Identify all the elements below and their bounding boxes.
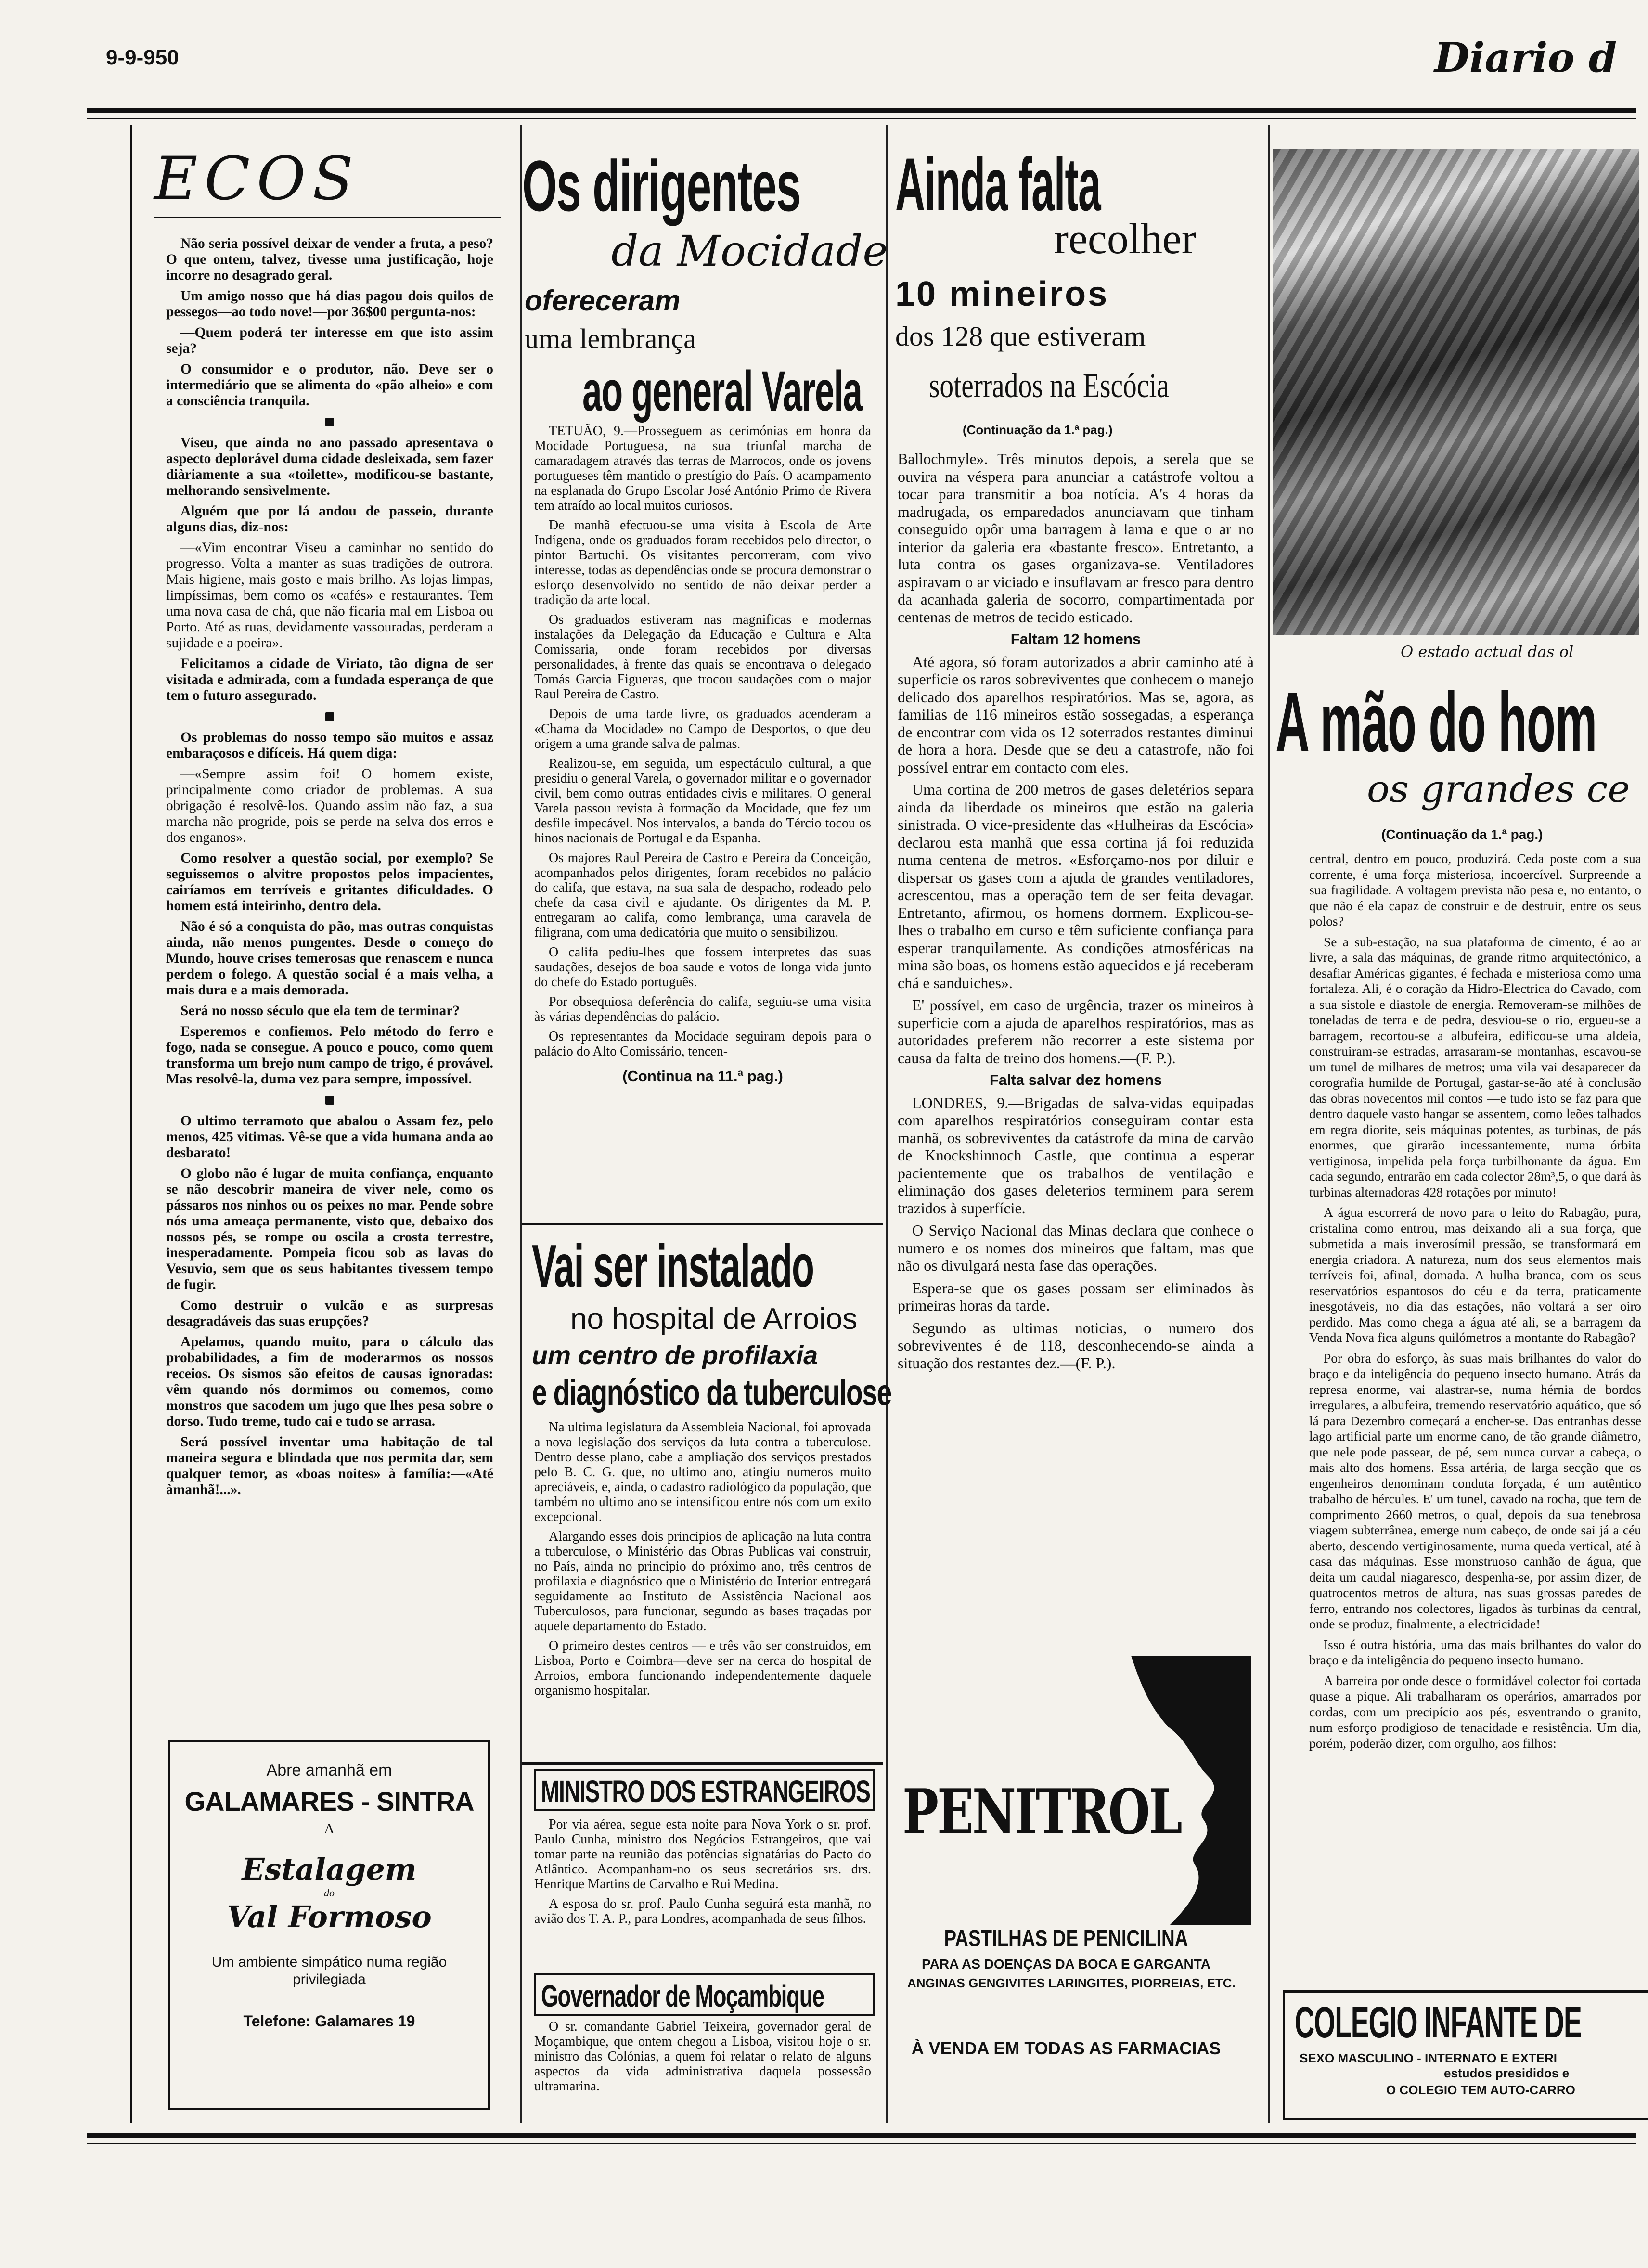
continuation-note: (Continuação da 1.ª pag.) [1381,827,1543,842]
ecos-paragraph: O ultimo terramoto que abalou o Assam fez, pelo menos, 425 vitimas. Vê-se que a vida humana anda ao desbarato! [166,1113,493,1160]
mocidade-deck: uma lembrança [525,323,696,354]
ministro-headline-box [534,1769,875,1811]
section-rule [522,1762,883,1765]
continuation-note: (Continuação da 1.ª pag.) [963,423,1113,437]
ecos-paragraph: Felicitamos a cidade de Viriato, tão digna de ser visitada e admirada, com a fundada esperança de que tem o futuro assegurado. [166,656,493,703]
ad-colegio-headline: COLEGIO INFANTE DE [1295,1998,1582,2047]
article-paragraph: O Serviço Nacional das Minas declara que conhece o numero e os nomes dos mineiros que faltam, mas que não os divulgará nesta fase das operações. [898,1222,1254,1274]
article-paragraph: Os majores Raul Pereira de Castro e Pereira da Conceição, acompanhados pelos dirigentes, foram recebidos no palácio do califa, que estava, na sua sala de despacho, rodeado pelo chefe da casa civil e ajudante. Os dirigentes da M. P. entregaram ao califa, como lembrança, uma caravela de filigrana, com uma dedicatória que muito o sensibilizou. [534,850,871,940]
ad-penitrol-brand: PENITROL [902,1776,1181,1848]
ad-colegio-line: estudos presididos e [1444,2066,1570,2080]
article-paragraph: Segundo as ultimas noticias, o numero dos sobreviventes é de 118, desconhecendo-se ainda a situação dos restantes dez.—(F. P.). [898,1319,1254,1372]
ecos-paragraph: Como destruir o vulcão e as surpresas desagradáveis das suas erupções? [166,1298,493,1329]
bottom-rule-thin [87,2143,1636,2144]
article-paragraph: Por via aérea, segue esta noite para Nova York o sr. prof. Paulo Cunha, ministro dos Negócios Estrangeiros, que vai tomar parte na reunião das potências signatárias do Pacto do Atlântico. Acompanham-no os seus secretários srs. drs. Henrique Martins de Carvalho e Rui Medina. [534,1817,871,1892]
article-paragraph: Ballochmyle». Três minutos depois, a serela que se ouvira na véspera para anunciar a catástrofe voltou a tocar para transmitir a boa notícia. A's 4 horas da madrugada, os emparedados anunciavam que tinham conseguido opôr uma barragem à lama e que o ar no interior da galeria era «bastante fresco». Entretanto, a luta contra os gases organizava-se. Ventiladores aspiravam o ar viciado e insuflavam ar fresco para dentro da acanhada galeria de socorro, compartimentada por centenas de metros de tecido esticado. [898,450,1254,626]
top-rule [87,108,1636,113]
ecos-paragraph: —Quem poderá ter interesse em que isto assim seja? [166,325,493,356]
article-paragraph: A água escorrerá de novo para o leito do Rabagão, pura, cristalina como entrou, mas deixando ali a sua força, que submetida a mais inverosímil pressão, se transformará em energia criadora. A natureza, num dos seus elementos mais terríveis foi, afinal, domada. A hulha branca, com os seus reservatórios espantosos do céu e da terra, praticamente inesgotáveis, no dia das estações, não voltará a ser oiro perdido. Mas como chega a água até ali, se a barragem da Venda Nova fica alguns quilómetros a montante do Rabagão? [1309,1205,1641,1345]
page-date: 9-9-950 [106,46,179,69]
ad-script: Val Formoso [227,1899,432,1934]
article-paragraph: Isso é outra história, uma das mais brilhantes do valor do braço e da inteligência do pequeno insecto humano. [1309,1637,1641,1667]
news-photo-texture [1273,149,1639,635]
article-paragraph: Se a sub-estação, na sua plataforma de cimento, é ao ar livre, a sala das máquinas, de grande ritmo arquitectónico, a desafiar Américas gigantes, é fechada e misteriosa como uma fortaleza. Ali, é o coração da Hidro-Electrica do Cavado, com a sua sistole e diastole de energia. Removeram-se milhões de toneladas de terra e de pedra, desviou-se o rio, ergueu-se a barragem, recortou-se a albufeira, edificou-se uma aldeia, construiram-se estradas, arrasaram-se montanhas, escavou-se um tunel de milhares de metros; uma vila vai desaparecer da corografia humilde de Portugal, gastar-se-ão até à conclusão das obras novecentos mil contos —e tudo isto se faz para que dentro daquele vasto hangar se assentem, como leões talhados em regra diorite, seis máquinas potentes, as turbinas, de pás enormes, que girarão incessantemente, numa órbita vertiginosa, impelida pela força turbilhonante da água. Em cada segundo, entrarão em cada colector 28m³,5, o que dará às turbinas alternadoras 428 rotações por minuto! [1309,934,1641,1199]
ecos-paragraph: Apelamos, quando muito, para o cálculo das probabilidades, a fim de moderarmos os nossos receios. Os sismos são efeitos de causas ignoradas: vêm quando nós dormimos ou comemos, como monstros que sacodem um jugo que lhes pesa sobre o dorso. Tudo treme, tudo cai e tudo se arrasa. [166,1334,493,1429]
subheading: Faltam 12 homens [1010,631,1141,647]
ecos-paragraph: Viseu, que ainda no ano passado apresentava o aspecto deplorável duma cidade desleixada, sem fazer diàriamente a sua «toilette», modificou-se bastante, melhorando sensìvelmente. [166,435,493,498]
ad-penitrol-line: ANGINAS GENGIVITES LARINGITES, PIORREIAS, ETC. [907,1976,1236,1990]
ecos-paragraph: Não é só a conquista do pão, mas outras conquistas ainda, não menos pungentes. Desde o começo do Mundo, houve crises temerosas que renascem e nunca perdem o folego. A questão social é a mais velha, a mais dura e a mais demorada. [166,919,493,998]
governador-column [534,2019,871,2099]
ecos-paragraph: O globo não é lugar de muita confiança, enquanto se não descobrir maneira de viver nele, como os pássaros nos ninhos ou os peixes no mar. Pende sobre nós uma ameaça permanente, visto que, debaixo dos nossos pés, se rompe ou oscila a crosta terrestre, inesperadamente. Pompeia ficou sob as lavas do Vesuvio, sem que os seus habitantes tivessem tempo de fugir. [166,1166,493,1292]
bottom-rule [87,2133,1636,2138]
mineiros-deck: 10 mineiros [895,275,1109,313]
column-rule [1268,125,1270,2123]
ecos-paragraph: Um amigo nosso que há dias pagou dois quilos de pessegos—ao todo nove!—por 36$00 pergunta-nos: [166,288,493,320]
mineiros-subheadline: recolher [1054,215,1196,263]
article-paragraph: Na ultima legislatura da Assembleia Nacional, foi aprovada a nova legislação dos serviços da luta contra a tuberculose. Dentro desse plano, cabe a ampliação dos serviços prestados pelo B. C. G. que, no ultimo ano, atingiu numeros muito apreciáveis, e, ainda, o cadastro radiológico da população, que também no ultimo ano se intensificou entre nós com um exito excepcional. [534,1420,871,1524]
ad-script: Estalagem [242,1852,417,1887]
ad-line: do [324,1887,335,1899]
section-rule [522,1223,883,1225]
article-paragraph: Alargando esses dois principios de aplicação na luta contra a tuberculose, o Ministério das Obras Publicas vai construir, no País, ainda no principio do próximo ano, três centros de profilaxia e diagnóstico que o Ministério do Interior entregará seguidamente ao Instituto de Assistência Nacional aos Tuberculosos, para funcionar, segundo as bases traçadas por aquele departamento do Estado. [534,1529,871,1634]
ad-penitrol-line: PARA AS DOENÇAS DA BOCA E GARGANTA [922,1957,1210,1972]
ad-penitrol-line: À VENDA EM TODAS AS FARMACIAS [911,2038,1221,2058]
mineiros-deck: dos 128 que estiveram [895,321,1146,352]
governador-headline-box [534,1973,875,2016]
mao-headline: A mão do hom [1275,675,1597,770]
mocidade-headline-2: ao general Varela [582,360,862,423]
mineiros-deck: soterrados na Escócia [929,366,1169,405]
photo-caption: O estado actual das ol [1401,643,1574,661]
mocidade-headline: Os dirigentes [522,145,801,226]
profilaxia-subheadline: no hospital de Arroios [570,1302,858,1336]
article-paragraph: Realizou-se, em seguida, um espectáculo cultural, a que presidiu o general Varela, o governador militar e o governador civil, bem como outras entidades civis e militares. O general Varela passou revista à formação da Mocidade, que fez um desfile impecável. Nos intervalos, a banda do Tércio tocou os hinos nacionais de Portugal e da Espanha. [534,756,871,846]
mineiros-headline: Ainda falta [895,143,1101,227]
article-paragraph: Os representantes da Mocidade seguiram depois para o palácio do Alto Comissário, tencen- [534,1029,871,1059]
mocidade-deck: ofereceram [525,284,681,317]
ad-penitrol-line: PASTILHAS DE PENICILINA [944,1926,1188,1951]
mocidade-column [534,424,871,1088]
article-paragraph: O sr. comandante Gabriel Teixeira, governador geral de Moçambique, que ontem chegou a Lisboa, visitou hoje o sr. ministro das Colónias, a quem foi relatar o relato de alguns aspectos da vida administrativa daquela possessão ultramarina. [534,2019,871,2094]
ecos-paragraph: Como resolver a questão social, por exemplo? Se seguissemos o alvitre propostos pelos impacientes, cairíamos em terríveis e gritantes dificuldades. O homem está inteirinho, dentro dela. [166,850,493,914]
article-paragraph: LONDRES, 9.—Brigadas de salva-vidas equipadas com aparelhos respiratórios conseguiram contar esta manhã, os sobreviventes da catástrofe da mina de carvão de Knockshinnoch Castle, que continua a esperar pacientemente que os trabalhos de ventilação e eliminação dos gases deleterios terminem para serem trazidos à superfície. [898,1094,1254,1217]
article-paragraph: central, dentro em pouco, produzirá. Ceda poste com a sua corrente, é uma força misteriosa, incoercível. Surpreende a sua fragilidade. A voltagem prevista não pesa e, no entanto, o que não é ela capaz de construir e de destruir, entre os seus polos? [1309,851,1641,928]
continuation-note: (Continua na 11.ª pag.) [622,1068,783,1084]
top-rule-thin [87,118,1636,119]
ad-line: Um ambiente simpático numa região privilegiada [211,1954,447,1987]
news-photo [1273,149,1639,635]
left-border [130,125,132,2123]
ad-penitrol [900,1656,1251,2089]
ministro-column [534,1817,871,1931]
ecos-paragraph: Será no nosso século que ela tem de terminar? [180,1003,460,1018]
column-rule [520,125,522,2123]
column-rule [886,125,888,2123]
mao-column [1309,851,1641,1953]
article-paragraph: A barreira por onde desce o formidável colector foi cortada quase a pique. Ali trabalharam os operários, amarrados por cordas, com um precipício aos pés, esventrando o granito, num esforço prodigioso de tenacidade e resistência. Um dia, porém, poderão dizer, com orgulho, aos filhos: [1309,1673,1641,1751]
ad-colegio-line: O COLEGIO TEM AUTO-CARRO [1386,2083,1575,2097]
ecos-paragraph: Alguém que por lá andou de passeio, durante alguns dias, diz-nos: [166,503,493,535]
ecos-paragraph: —«Vim encontrar Viseu a caminhar no sentido do progresso. Volta a manter as suas tradições de outrora. Mais higiene, mais gosto e mais brilho. As lojas limpas, limpíssimas, bem como os «cafés» e restaurantes. Tem uma nova casa de chá, que não ficaria mal em Lisboa ou Porto. Até as ruas, devidamente vassouradas, perderam a sujidade e a poeira». [166,540,493,651]
ecos-paragraph: Esperemos e confiemos. Pelo método do ferro e fogo, nada se consegue. A pouco e pouco, como quem transforma um brejo num campo de trigo, é provável. Mas resolvê-la, duma vez para sempre, impossível. [166,1024,493,1087]
ad-headline: GALAMARES - SINTRA [184,1786,474,1817]
article-paragraph: Por obra do esforço, às suas mais brilhantes do valor do braço e da inteligência do pequeno insecto humano. Atrás da represa enorme, vai alastrar-se, numa hérnia de bordos irregulares, a albufeira, tremendo reservatório aquático, que só lá para Dezembro começará a encher-se. Das entranhas desse lago artificial parte um enorme cano, de tão grande diâmetro, que nele pode passear, de pé, sem nunca curvar a cabeça, o mais alto dos homens. Essa artéria, de larga secção que os engenheiros denominam conduta forçada, é um autêntico trabalho de hércules. E' um tunel, cavado na rocha, que tem de comprimento 2660 metros, o qual, depois da sua tenebrosa viagem subterrânea, emerge num cabeço, de onde sai já a céu aberto, descendo vertiginosamente, numa queda vertical, até à casa das máquinas. Esse monstruoso canhão de água, que deita um caudal niagaresco, despenha-se, por assim dizer, de quatrocentos metros de altura, nas suas grossas paredes de ferro, entrando nos colectores, ligados às turbinas da central, onde se produz, finalmente, a electricidade! [1309,1350,1641,1631]
article-paragraph: O primeiro destes centros — e três vão ser construidos, em Lisboa, Porto e Coimbra—deve ser na cerca do hospital de Arroios, embora funcionando independentemente daquele organismo hospitalar. [534,1638,871,1698]
ecos-paragraph: —«Sempre assim foi! O homem existe, principalmente como criador de problemas. A sua obrigação é resolvê-los. Quando assim não faz, a sua marcha não progride, pois se perde na selva dos erros e dos enganos». [166,766,493,845]
mocidade-subheadline: da Mocidade [611,226,888,276]
ministro-headline: MINISTRO DOS ESTRANGEIROS [541,1774,870,1809]
article-paragraph: Uma cortina de 200 metros de gases deletérios separa ainda da liberdade os mineiros que estão na galeria sinistrada. O vice-presidente das «Hulheiras da Escócia» declarou esta manhã que essa cortina já foi reduzida numa centena de metros. «Esforçamo-nos por diluir e dispersar os gases com a ajuda de grandes ventiladores, acrescentou, mas a operação tem de ser feita devagar. Entretanto, afirmou, os homens dormem. Explicou-se-lhes o trabalho em curso e têm suficiente confiança para esperar tranquilamente. As condições atmosféricas na mina são boas, os homens estão aquecidos e já receberam chá e sanduiches». [898,781,1254,992]
profilaxia-deck: um centro de profilaxia [532,1341,818,1370]
ad-colegio [1283,1990,1648,2120]
ecos-paragraph: Será possível inventar uma habitação de tal maneira segura e blindada que nos permita dar, sem qualquer temor, as «boas noites» à família:—«Até àmanhã!...». [166,1434,493,1497]
article-paragraph: Por obsequiosa deferência do califa, seguiu-se uma visita às várias dependências do palácio. [534,994,871,1024]
article-paragraph: De manhã efectuou-se uma visita à Escola de Arte Indígena, onde os graduados foram recebidos pelo director, o pintor Bartuchi. Os visitantes percorreram, com vivo interesse, todas as dependências onde se procura demonstrar o esforço desenvolvido no sentido de não deixar perder a tradição da arte local. [534,518,871,607]
article-paragraph: Até agora, só foram autorizados a abrir caminho até à superficie os raros sobreviventes que conhecem o manejo delicado dos aparelhos respiratórios. Mas se, agora, as familias de 116 mineiros estão sossegadas, a esperança de encontrar com vida os 12 soterrados restantes diminui de hora a hora. Desde que se deu a catastrofe, não foi possível entrar em contacto com eles. [898,653,1254,776]
section-bullet [325,712,334,721]
ecos-paragraph: O consumidor e o produtor, não. Deve ser o intermediário que se alimenta do «pão alheio» e com a consciência tranquila. [166,361,493,409]
governador-headline: Governador de Moçambique [541,1979,824,2013]
article-paragraph: O califa pediu-lhes que fossem interpretes das suas saudações, desejos de boa saude e votos de longa vida junto do chefe do Estado português. [534,945,871,990]
article-paragraph: TETUÃO, 9.—Prosseguem as cerimónias em honra da Mocidade Portuguesa, na sua triunfal marcha de camaradagem através das terras de Marrocos, onde os jovens portugueses têm mantido o prestígio do País. O acampamento na esplanada do Grupo Escolar José António Primo de Rivera tem atraído ao local muitos curiosos. [534,424,871,513]
ad-phone: Telefone: Galamares 19 [243,2012,415,2030]
section-bullet [325,418,334,426]
ad-colegio-line: SEXO MASCULINO - INTERNATO E EXTERI [1300,2051,1557,2065]
mineiros-column [898,450,1254,1377]
article-paragraph: Espera-se que os gases possam ser eliminados às primeiras horas da tarde. [898,1279,1254,1314]
ad-line: Abre amanhã em [266,1761,392,1779]
ecos-title-rule [154,217,501,218]
ecos-column [166,236,493,1503]
masthead: Diario d [1434,34,1617,81]
profilaxia-column [534,1420,871,1703]
ecos-paragraph: Os problemas do nosso tempo são muitos e assaz embaraçosos e difíceis. Há quem diga: [166,730,493,761]
ad-line: A [324,1821,335,1837]
article-paragraph: Os graduados estiveram nas magnificas e modernas instalações da Delegação da Educação e Cultura e Alta Comissaria, onde foram recebidos por diversas personalidades, à frente das quais se encontrava o delegado Tomás Garcia Figueras, que trocou saudações com o major Raul Pereira de Castro. [534,612,871,702]
profilaxia-deck-2: e diagnóstico da tuberculose [532,1372,891,1413]
article-paragraph: E' possível, em caso de urgência, trazer os mineiros à superficie com a ajuda de aparelhos respiratórios, mas as autoridades preferem não recorrer a este sistema por causa da falta de treino dos homens.—(F. P.). [898,996,1254,1067]
mao-subheadline: os grandes ce [1367,768,1630,811]
article-paragraph: A esposa do sr. prof. Paulo Cunha seguirá esta manhã, no avião dos T. A. P., para Londres, acompanhada de seus filhos. [534,1896,871,1926]
article-paragraph: Depois de uma tarde livre, os graduados acenderam a «Chama da Mocidade» no Campo de Desportos, o que deu origem a uma grande salva de palmas. [534,707,871,751]
ad-galamares [168,1740,490,2110]
ecos-paragraph: Não seria possível deixar de vender a fruta, a peso? O que ontem, talvez, tivesse uma justificação, hoje incorre no desagrado geral. [166,236,493,283]
ecos-title: ECOS [154,144,360,214]
section-bullet [325,1096,334,1105]
profilaxia-headline: Vai ser instalado [532,1233,814,1300]
subheading: Falta salvar dez homens [989,1071,1162,1088]
